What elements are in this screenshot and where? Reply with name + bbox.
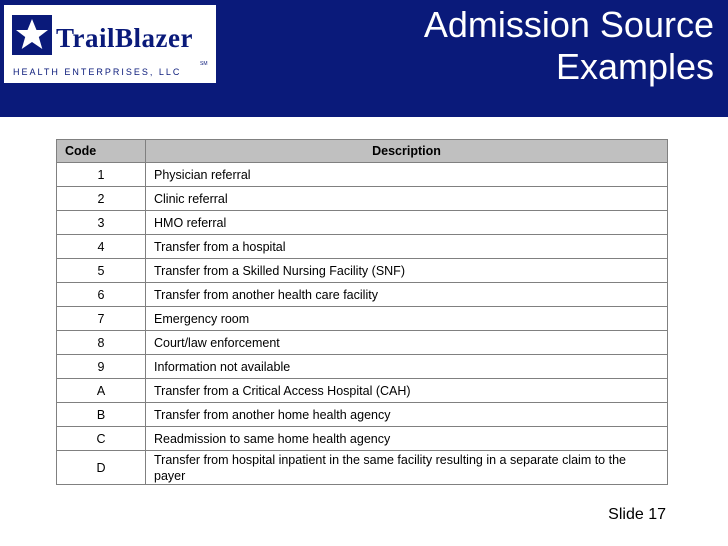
- description-cell: Information not available: [146, 355, 668, 379]
- slide-number: Slide 17: [608, 506, 666, 523]
- description-column-header: Description: [146, 140, 668, 163]
- logo-service-mark: SM: [200, 61, 208, 67]
- slide-title-line-2: Examples: [555, 46, 714, 87]
- description-cell: Court/law enforcement: [146, 331, 668, 355]
- table-row: [57, 163, 668, 187]
- description-cell: Readmission to same home health agency: [146, 427, 668, 451]
- table-row: [57, 331, 668, 355]
- description-cell: Transfer from a hospital: [146, 235, 668, 259]
- description-cell: Emergency room: [146, 307, 668, 331]
- star-icon: [12, 15, 52, 55]
- logo-wordmark: TrailBlazer: [56, 23, 193, 53]
- table-row: [57, 451, 668, 485]
- code-cell: A: [57, 379, 146, 403]
- logo-subtitle: HEALTH ENTERPRISES, LLC: [13, 67, 182, 77]
- admission-source-table: [56, 139, 668, 485]
- code-cell: 1: [57, 163, 146, 187]
- table-row: [57, 379, 668, 403]
- code-cell: B: [57, 403, 146, 427]
- slide-title-line-1: Admission Source: [423, 4, 714, 45]
- description-cell: Physician referral: [146, 163, 668, 187]
- description-cell: Clinic referral: [146, 187, 668, 211]
- description-cell: Transfer from a Skilled Nursing Facility (SNF): [146, 259, 668, 283]
- table-row: [57, 283, 668, 307]
- code-cell: 4: [57, 235, 146, 259]
- description-cell: Transfer from another health care facility: [146, 283, 668, 307]
- code-cell: 3: [57, 211, 146, 235]
- description-cell: HMO referral: [146, 211, 668, 235]
- code-cell: 9: [57, 355, 146, 379]
- company-logo: [4, 5, 216, 83]
- code-cell: 8: [57, 331, 146, 355]
- description-cell: Transfer from another home health agency: [146, 403, 668, 427]
- description-cell: Transfer from hospital inpatient in the same facility resulting in a separate claim to the payer: [146, 451, 668, 485]
- slide-header: [0, 0, 728, 117]
- slide-title: [424, 4, 714, 88]
- table-row: [57, 187, 668, 211]
- table-row: [57, 427, 668, 451]
- code-cell: C: [57, 427, 146, 451]
- table-row: [57, 211, 668, 235]
- code-cell: 2: [57, 187, 146, 211]
- table-row: [57, 259, 668, 283]
- table-row: [57, 307, 668, 331]
- description-cell: Transfer from a Critical Access Hospital (CAH): [146, 379, 668, 403]
- table-row: [57, 355, 668, 379]
- code-cell: 7: [57, 307, 146, 331]
- code-cell: D: [57, 451, 146, 485]
- code-cell: 6: [57, 283, 146, 307]
- table-header-row: [57, 140, 668, 163]
- table-row: [57, 235, 668, 259]
- code-column-header: Code: [57, 140, 146, 163]
- table-row: [57, 403, 668, 427]
- code-cell: 5: [57, 259, 146, 283]
